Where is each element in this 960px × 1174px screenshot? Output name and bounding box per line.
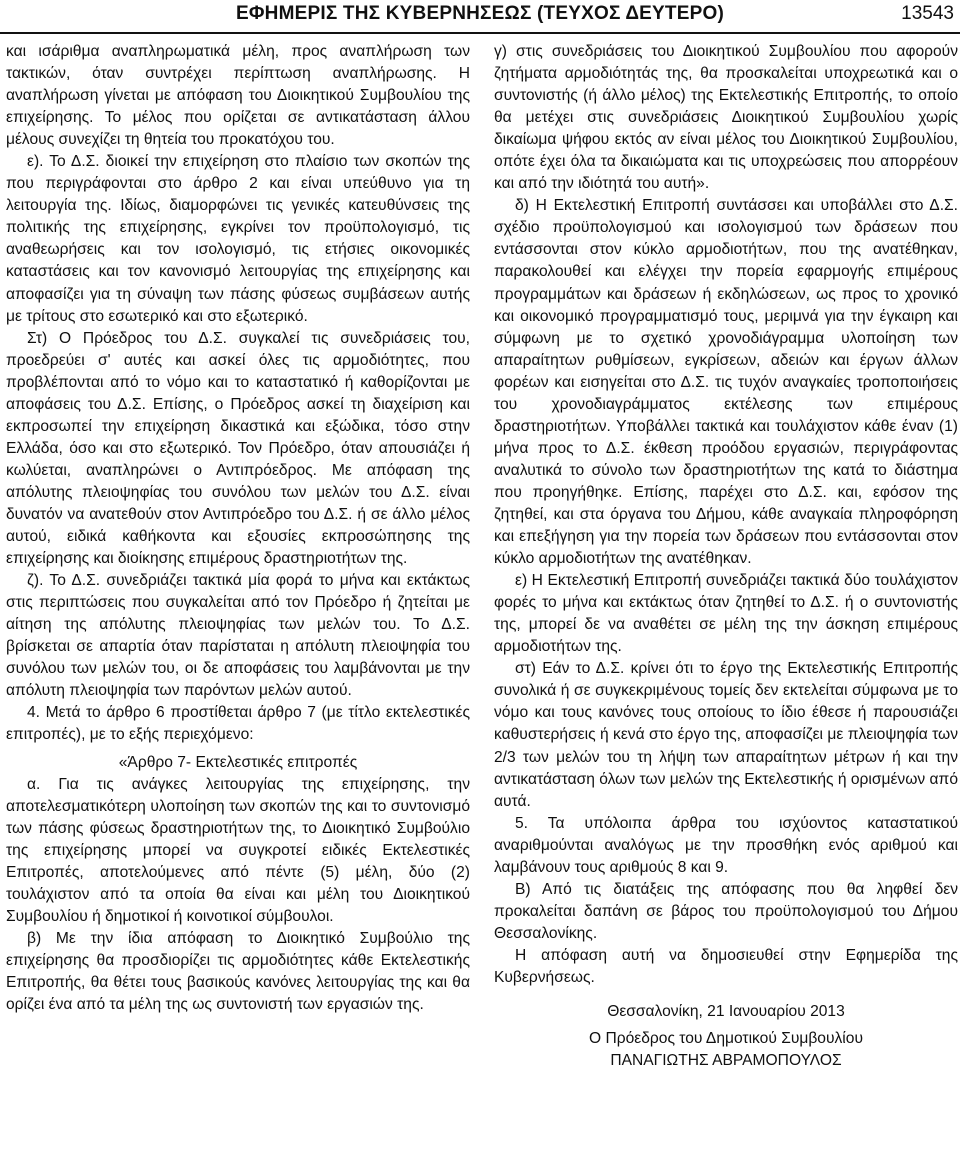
gazette-title: ΕΦΗΜΕΡΙΣ ΤΗΣ ΚΥΒΕΡΝΗΣΕΩΣ (ΤΕΥΧΟΣ ΔΕΥΤΕΡΟ) [236,3,724,24]
paragraph-c-coordinator: γ) στις συνεδριάσεις του Διοικητικού Συμβουλίου που αφορούν ζητήματα αρμοδιότητάς της, θα προσκαλείται υποχρεωτικά και ο συντονιστής (ή άλλο μέλος) της Εκτελεστικής Επιτροπής, το οποίο θα μετέχει στις συνεδριάσεις Διοικητικού Συμβουλίου χωρίς δικαίωμα ψήφου εκτός αν είναι μέλος του Διοικητικού Συμβουλίου, οπότε έχει όλα τα δικαιώματα και τις υποχρεώσεις που απορρέουν και από την ιδιότητά του αυτή». [494,43,958,193]
paragraph-b-no-expense: Β) Από τις διατάξεις της απόφασης που θα ληφθεί δεν προκαλείται δαπάνη σε βάρος του προϋπολογισμού του Δήμου Θεσσαλονίκης. [494,880,958,942]
signature-role: Ο Πρόεδρος του Δημοτικού Συμβουλίου [589,1030,863,1048]
page-header [0,0,960,34]
paragraph-d-budget-plan: δ) Η Εκτελεστική Επιτροπή συντάσσει και υποβάλλει στο Δ.Σ. σχέδιο προϋπολογισμού και ισολογισμού των δράσεων που εντάσσονται στον κύκλο αρμοδιοτήτων, που της ανατέθηκαν, παρακολουθεί και ελέγχει την πορεία εφαρμογής επιμέρους προγραμμάτων και δράσεων ή εκδηλώσεων, ως προς το χρονικό και οικονομικό προγραμματισμό τους, μεριμνά για την έγκαιρη και σύμφωνη με το σχετικό χρονοδιάγραμμα υλοποίηση των απαραίτητων ρυθμίσεων, εγκρίσεων, αδειών και έργων άλλων φορέων και εισηγείται στο Δ.Σ. τις τυχόν αναγκαίες τροποποιήσεις του χρονοδιαγράμματος εκτέλεσης των επιμέρους δραστηριοτήτων. Υποβάλλει τακτικά και τουλάχιστον κάθε έναν (1) μήνα προς το Δ.Σ. έκθεση προόδου εργασιών, περιγράφοντας αναλυτικά το σύνολο των δραστηριοτήτων της κατά το διάστημα που προηγήθηκε. Επίσης, παρέχει στο Δ.Σ. και, εφόσον της ζητηθεί, και στα όργανα του Δήμου, κάθε αναγκαία πληροφόρηση και επεξήγηση για την πορεία των δράσεων που εντάσσονται στον κύκλο αρμοδιοτήτων της ανατέθηκαν. [494,197,958,568]
signature-name: ΠΑΝΑΓΙΩΤΗΣ ΑΒΡΑΜΟΠΟΥΛΟΣ [610,1052,842,1070]
paragraph-a-committees: α. Για τις ανάγκες λειτουργίας της επιχείρησης, την αποτελεσματικότερη υλοποίηση των σκοπών της και το συντονισμό των πάσης φύσεως δραστηριοτήτων της, το Διοικητικό Συμβούλιο της επιχείρησης μπορεί να συγκροτεί ειδικές Εκτελεστικές Επιτροπές, αποτελούμενες από πέντε (5) μέλη, δύο (2) τουλάχιστον από τα οποία θα είναι και μέλη του Διοικητικού Συμβουλίου ή δημοτικοί ή κοινοτικοί σύμβουλοι. [6,775,470,925]
paragraph-publication: Η απόφαση αυτή να δημοσιευθεί στην Εφημερίδα της Κυβερνήσεως. [494,946,958,986]
paragraph-b-responsibilities: β) Με την ίδια απόφαση το Διοικητικό Συμβούλιο της επιχείρησης θα προσδιορίζει τις αρμοδιότητες κάθε Εκτελεστικής Επιτροπής, θα θέτει τους βασικούς κανόνες λειτουργίας της και θα ορίζει ένα από τα μέλη της ως συντονιστή των εργασιών της. [6,929,470,1014]
left-column [6,41,470,1016]
paragraph-alternates: και ισάριθμα αναπληρωματικά μέλη, προς αναπλήρωση των τακτικών, όταν συντρέχει περίπτωση αναπλήρωσης. Η αναπλήρωση γίνεται με απόφαση του Διοικητικού Συμβουλίου της επιχείρησης. Το μέλος που ορίζεται σε αντικατάσταση άλλου μέλους συνεχίζει τη θητεία του προκατόχου του. [6,43,470,149]
paragraph-4-new-article: 4. Μετά το άρθρο 6 προστίθεται άρθρο 7 (με τίτλο εκτελεστικές επιτροπές), με το εξής περιεχόμενο: [6,704,470,744]
paragraph-e-committee-meetings: ε) Η Εκτελεστική Επιτροπή συνεδριάζει τακτικά δύο τουλάχιστον φορές το μήνα και εκτάκτως όταν ζητηθεί το Δ.Σ. ή ο συντονιστής της, μπορεί δε να αναθέτει σε μέλη της την άσκηση επιμέρους αρμοδιοτήτων της. [494,572,958,656]
paragraph-st-replacement: στ) Εάν το Δ.Σ. κρίνει ότι το έργο της Εκτελεστικής Επιτροπής συνολικά ή σε συγκεκριμένους τομείς δεν εκτελείται σύμφωνα με το νόμο και τους κανόνες τους οποίους το ίδιο έθεσε ή παρουσιάζει καθυστερήσεις ή κενά στο έργο της, αποφασίζει με πλειοψηφία των 2/3 των μελών του τη λήψη των απαραίτητων μέτρων ή και την αντικατάσταση όλων των μελών της Εκτελεστικής ή ορισμένων από αυτά. [494,660,958,810]
signature-place-date: Θεσσαλονίκη, 21 Ιανουαρίου 2013 [607,1003,845,1021]
right-column [494,41,958,1072]
article-7-heading: «Άρθρο 7- Εκτελεστικές επιτροπές [118,753,358,771]
paragraph-e-board-governs: ε). Το Δ.Σ. διοικεί την επιχείρηση στο πλαίσιο των σκοπών της που περιγράφονται στο άρθρο 2 και είναι υπεύθυνο για τη λειτουργία της. Ιδίως, διαμορφώνει τις γενικές κατευθύνσεις της πολιτικής της επιχείρησης, εγκρίνει τον προϋπολογισμό, τις αναθεωρήσεις και τον ισολογισμό, τις ετήσιες οικονομικές καταστάσεις και τον κανονισμό λειτουργίας της επιχείρησης και αποφασίζει για τη σύναψη των πάσης φύσεως συμβάσεων αυτής με τρίτους στο εσωτερικό και στο εξωτερικό. [6,153,470,325]
paragraph-st-president: Στ) Ο Πρόεδρος του Δ.Σ. συγκαλεί τις συνεδριάσεις του, προεδρεύει σ' αυτές και ασκεί όλες τις αρμοδιότητες, που προβλέπονται από το νόμο και το καταστατικό ή καθορίζονται με αποφάσεις του Δ.Σ. Επίσης, ο Πρόεδρος ασκεί τη διαχείριση και εκπροσωπεί την επιχείρηση δικαστικά και εξώδικα, τόσο στην Ελλάδα, όσο και στο εξωτερικό. Τον Πρόεδρο, όταν απουσιάζει ή κωλύεται, αναπληρώνει ο Αντιπρόεδρος. Με απόφαση της απόλυτης πλειοψηφίας του συνόλου των μελών του Δ.Σ. είναι δυνατόν να ανατεθούν στον Αντιπρόεδρο του Δ.Σ. ή σε άλλο μέλος αυτού, ειδικά καθήκοντα και εξουσίες εκπροσώπησης της επιχείρησης και διοίκησης επιμέρους δραστηριοτήτων της. [6,329,470,568]
paragraph-z-meetings: ζ). Το Δ.Σ. συνεδριάζει τακτικά μία φορά το μήνα και εκτάκτως στις περιπτώσεις που συγκαλείται από τον Πρόεδρο ή ζητείται με αίτηση της απόλυτης πλειοψηφίας των μελών του. Το Δ.Σ. βρίσκεται σε απαρτία όταν παρίσταται η απόλυτη πλειοψηφία του συνόλου των μελών του, οι δε αποφάσεις του λαμβάνονται με την απόλυτη πλειοψηφία των παρόντων μελών αυτού. [6,572,470,700]
paragraph-5-renumbering: 5. Τα υπόλοιπα άρθρα του ισχύοντος καταστατικού αναριθμούνται αναλόγως με την προσθήκη ενός αριθμού και λαμβάνουν τους αριθμούς 8 και 9. [494,814,958,876]
page-number: 13543 [901,3,954,24]
